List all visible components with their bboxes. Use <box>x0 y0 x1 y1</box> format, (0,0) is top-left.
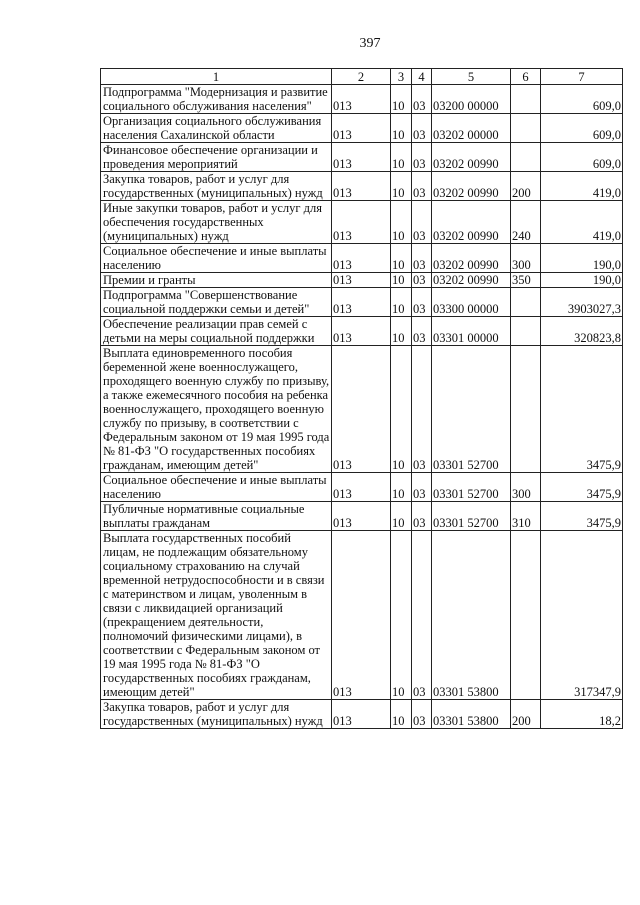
table-row <box>101 244 623 273</box>
column-header: 7 <box>541 69 623 85</box>
expense-type-cell: 200 <box>511 700 541 729</box>
section-cell: 10 <box>391 244 412 273</box>
row-name-cell: Социальное обеспечение и иные выплаты населению <box>101 473 332 502</box>
column-header: 1 <box>101 69 332 85</box>
column-header: 3 <box>391 69 412 85</box>
row-name-cell: Выплата единовременного пособия беременной жене военнослужащего, проходящего военную службу по призыву, а также ежемесячного пособия на ребенка военнослужащего, проходящего военную службу по призыву, в соответствии с Федеральным законом от 19 мая 1995 года № 81-ФЗ "О государственных пособиях гражданам, имеющим детей" <box>101 346 332 473</box>
subsection-cell: 03 <box>412 85 432 114</box>
expense-type-cell <box>511 114 541 143</box>
admin-code-cell: 013 <box>332 700 391 729</box>
row-name-cell: Социальное обеспечение и иные выплаты населению <box>101 244 332 273</box>
subsection-cell: 03 <box>412 172 432 201</box>
table-row <box>101 317 623 346</box>
table-row <box>101 346 623 473</box>
admin-code-cell: 013 <box>332 317 391 346</box>
section-cell: 10 <box>391 273 412 288</box>
table-row <box>101 502 623 531</box>
subsection-cell: 03 <box>412 114 432 143</box>
amount-cell: 3475,9 <box>541 473 623 502</box>
row-name-cell: Финансовое обеспечение организации и проведения мероприятий <box>101 143 332 172</box>
admin-code-cell: 013 <box>332 473 391 502</box>
expense-type-cell: 310 <box>511 502 541 531</box>
table-row <box>101 143 623 172</box>
amount-cell: 190,0 <box>541 273 623 288</box>
amount-cell: 419,0 <box>541 172 623 201</box>
row-name-cell: Подпрограмма "Совершенствование социальной поддержки семьи и детей" <box>101 288 332 317</box>
admin-code-cell: 013 <box>332 244 391 273</box>
expense-type-cell <box>511 143 541 172</box>
section-cell: 10 <box>391 114 412 143</box>
table-row <box>101 531 623 700</box>
admin-code-cell: 013 <box>332 288 391 317</box>
amount-cell: 3475,9 <box>541 502 623 531</box>
row-name-cell: Премии и гранты <box>101 273 332 288</box>
section-cell: 10 <box>391 85 412 114</box>
table-row <box>101 172 623 201</box>
subsection-cell: 03 <box>412 346 432 473</box>
target-article-cell: 03202 00990 <box>432 143 511 172</box>
target-article-cell: 03300 00000 <box>432 288 511 317</box>
admin-code-cell: 013 <box>332 273 391 288</box>
page-number: 397 <box>359 36 381 51</box>
section-cell: 10 <box>391 201 412 244</box>
section-cell: 10 <box>391 143 412 172</box>
subsection-cell: 03 <box>412 317 432 346</box>
row-name-cell: Подпрограмма "Модернизация и развитие социального обслуживания населения" <box>101 85 332 114</box>
row-name-cell: Организация социального обслуживания населения Сахалинской области <box>101 114 332 143</box>
subsection-cell: 03 <box>412 244 432 273</box>
amount-cell: 609,0 <box>541 143 623 172</box>
section-cell: 10 <box>391 317 412 346</box>
row-name-cell: Закупка товаров, работ и услуг для государственных (муниципальных) нужд <box>101 172 332 201</box>
row-name-cell: Обеспечение реализации прав семей с детьми на меры социальной поддержки <box>101 317 332 346</box>
subsection-cell: 03 <box>412 473 432 502</box>
column-header: 4 <box>412 69 432 85</box>
subsection-cell: 03 <box>412 201 432 244</box>
row-name-cell: Выплата государственных пособий лицам, не подлежащим обязательному социальному страхованию на случай временной нетрудоспособности и в связи с материнством и лицам, уволенным в связи с ликвидацией организаций (прекращением деятельности, полномочий физическими лицами), в соответствии с Федеральным законом от 19 мая 1995 года № 81-ФЗ "О государственных пособиях гражданам, имеющим детей" <box>101 531 332 700</box>
expense-type-cell <box>511 531 541 700</box>
target-article-cell: 03301 52700 <box>432 502 511 531</box>
amount-cell: 3475,9 <box>541 346 623 473</box>
table-body <box>101 85 623 729</box>
expense-type-cell: 240 <box>511 201 541 244</box>
expense-type-cell <box>511 85 541 114</box>
section-cell: 10 <box>391 172 412 201</box>
amount-cell: 3903027,3 <box>541 288 623 317</box>
column-header: 6 <box>511 69 541 85</box>
admin-code-cell: 013 <box>332 172 391 201</box>
expense-type-cell: 300 <box>511 244 541 273</box>
admin-code-cell: 013 <box>332 531 391 700</box>
target-article-cell: 03301 52700 <box>432 346 511 473</box>
table-row <box>101 85 623 114</box>
table-row <box>101 114 623 143</box>
subsection-cell: 03 <box>412 531 432 700</box>
admin-code-cell: 013 <box>332 502 391 531</box>
table-row <box>101 201 623 244</box>
expense-type-cell <box>511 288 541 317</box>
row-name-cell: Иные закупки товаров, работ и услуг для обеспечения государственных (муниципальных) нужд <box>101 201 332 244</box>
target-article-cell: 03301 00000 <box>432 317 511 346</box>
table-row <box>101 473 623 502</box>
admin-code-cell: 013 <box>332 346 391 473</box>
target-article-cell: 03202 00990 <box>432 273 511 288</box>
amount-cell: 190,0 <box>541 244 623 273</box>
admin-code-cell: 013 <box>332 201 391 244</box>
target-article-cell: 03301 52700 <box>432 473 511 502</box>
expense-type-cell: 350 <box>511 273 541 288</box>
admin-code-cell: 013 <box>332 114 391 143</box>
amount-cell: 317347,9 <box>541 531 623 700</box>
amount-cell: 419,0 <box>541 201 623 244</box>
expense-type-cell <box>511 317 541 346</box>
column-header: 5 <box>432 69 511 85</box>
row-name-cell: Публичные нормативные социальные выплаты гражданам <box>101 502 332 531</box>
section-cell: 10 <box>391 700 412 729</box>
section-cell: 10 <box>391 531 412 700</box>
target-article-cell: 03200 00000 <box>432 85 511 114</box>
table-header-row <box>101 69 623 85</box>
target-article-cell: 03202 00000 <box>432 114 511 143</box>
target-article-cell: 03301 53800 <box>432 700 511 729</box>
table-row <box>101 288 623 317</box>
subsection-cell: 03 <box>412 273 432 288</box>
subsection-cell: 03 <box>412 502 432 531</box>
amount-cell: 609,0 <box>541 85 623 114</box>
subsection-cell: 03 <box>412 143 432 172</box>
subsection-cell: 03 <box>412 700 432 729</box>
amount-cell: 18,2 <box>541 700 623 729</box>
table-row <box>101 700 623 729</box>
target-article-cell: 03202 00990 <box>432 201 511 244</box>
admin-code-cell: 013 <box>332 143 391 172</box>
target-article-cell: 03202 00990 <box>432 172 511 201</box>
budget-table <box>100 68 623 729</box>
amount-cell: 320823,8 <box>541 317 623 346</box>
admin-code-cell: 013 <box>332 85 391 114</box>
column-header: 2 <box>332 69 391 85</box>
expense-type-cell: 300 <box>511 473 541 502</box>
section-cell: 10 <box>391 288 412 317</box>
row-name-cell: Закупка товаров, работ и услуг для государственных (муниципальных) нужд <box>101 700 332 729</box>
target-article-cell: 03202 00990 <box>432 244 511 273</box>
table-row <box>101 273 623 288</box>
section-cell: 10 <box>391 346 412 473</box>
section-cell: 10 <box>391 502 412 531</box>
section-cell: 10 <box>391 473 412 502</box>
expense-type-cell: 200 <box>511 172 541 201</box>
subsection-cell: 03 <box>412 288 432 317</box>
target-article-cell: 03301 53800 <box>432 531 511 700</box>
amount-cell: 609,0 <box>541 114 623 143</box>
expense-type-cell <box>511 346 541 473</box>
